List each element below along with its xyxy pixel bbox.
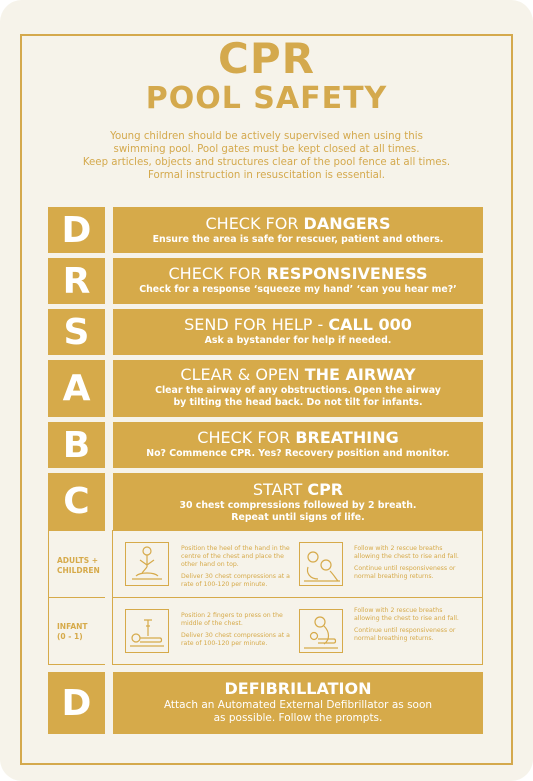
step-heading: [113, 679, 483, 699]
step-heading: [113, 365, 483, 385]
step-heading: [113, 480, 483, 500]
letter-d-defibrillation: D: [48, 672, 105, 734]
step-dangers: [113, 207, 483, 253]
step-detail: Repeat until signs of life.: [231, 512, 365, 523]
step-heading: [113, 315, 483, 335]
rescue-breath-icon: [299, 542, 343, 586]
adults-label-line: CHILDREN: [57, 566, 100, 575]
step-detail: Check for a response ‘squeeze my hand’ ‘can you hear me?’: [139, 284, 457, 295]
step-heading: [113, 428, 483, 448]
instruction-text: Deliver 30 chest compressions at a rate of 100-120 per minute.: [181, 573, 290, 588]
step-breathing: [113, 422, 483, 468]
instruction-text: Deliver 30 chest compressions at a rate of 100-120 per minute.: [181, 632, 290, 647]
intro-text: [40, 130, 493, 182]
step-detail: by tilting the head back. Do not tilt for infants.: [173, 397, 423, 408]
instruction-text: Follow with 2 rescue breaths allowing the chest to rise and fall.: [354, 545, 459, 560]
step-heading: [113, 264, 483, 284]
heading-bold: DANGERS: [303, 214, 391, 233]
panel-divider: [48, 597, 483, 598]
step-detail: 30 chest compressions followed by 2 breath.: [179, 500, 417, 511]
heading-plain: SEND FOR HELP -: [184, 315, 329, 334]
panel-column-divider: [105, 530, 113, 665]
adults-label-line: ADULTS +: [57, 556, 99, 565]
infant-label-line: INFANT: [57, 622, 88, 631]
heading-bold: BREATHING: [295, 428, 399, 447]
page-subtitle: POOL SAFETY: [145, 81, 388, 116]
infant-compressions-icon: [125, 609, 169, 653]
letter-s-send: S: [48, 309, 105, 355]
heading-bold: CALL 000: [328, 315, 412, 334]
letter-r-responsiveness: R: [48, 258, 105, 304]
step-start-cpr: [113, 473, 483, 530]
intro-line: Keep articles, objects and structures clear of the pool fence at all times.: [82, 157, 451, 168]
step-detail: Ensure the area is safe for rescuer, patient and others.: [152, 234, 444, 245]
heading-plain: CHECK FOR: [168, 264, 267, 283]
infant-breath-icon: [299, 609, 343, 653]
instruction-text: Continue until responsiveness or normal breathing returns.: [354, 627, 456, 642]
step-defibrillation: [113, 672, 483, 734]
heading-bold: THE AIRWAY: [304, 365, 416, 384]
heading-plain: START: [252, 480, 308, 499]
instruction-text: Position 2 fingers to press on the middle of the chest.: [181, 612, 283, 627]
infant-compression-text: [181, 612, 297, 652]
infant-label: [57, 622, 88, 642]
intro-line: Young children should be actively supervised when using this: [110, 131, 423, 142]
heading-bold: DEFIBRILLATION: [224, 679, 372, 698]
instruction-text: Continue until responsiveness or normal breathing returns.: [354, 565, 456, 580]
compressions-icon: [125, 542, 169, 586]
step-heading: [113, 214, 483, 234]
infant-label-line: (0 - 1): [57, 632, 83, 641]
letter-a-airway: A: [48, 360, 105, 417]
intro-line: Formal instruction in resuscitation is essential.: [148, 170, 385, 181]
adults-label: [57, 556, 100, 576]
heading-bold: RESPONSIVENESS: [266, 264, 428, 283]
step-detail: No? Commence CPR. Yes? Recovery position and monitor.: [146, 448, 450, 459]
infant-breath-text: [354, 607, 470, 647]
heading-plain: CHECK FOR: [197, 428, 296, 447]
instruction-text: Position the heel of the hand in the centre of the chest and place the other hand on top.: [181, 545, 290, 568]
letter-b-breathing: B: [48, 422, 105, 468]
heading-plain: CLEAR & OPEN: [180, 365, 305, 384]
step-responsiveness: [113, 258, 483, 304]
step-airway: [113, 360, 483, 417]
adult-compression-text: [181, 545, 297, 593]
intro-line: swimming pool. Pool gates must be kept closed at all times.: [113, 144, 420, 155]
adult-breath-text: [354, 545, 470, 585]
letter-c-cpr: C: [48, 473, 105, 530]
heading-plain: CHECK FOR: [205, 214, 304, 233]
step-detail: Attach an Automated External Defibrillator as soon: [163, 699, 433, 711]
page-title: CPR: [218, 34, 315, 83]
step-send-for-help: [113, 309, 483, 355]
instruction-text: Follow with 2 rescue breaths allowing the chest to rise and fall.: [354, 607, 459, 622]
step-detail: Clear the airway of any obstructions. Open the airway: [155, 385, 441, 396]
heading-bold: CPR: [307, 480, 344, 499]
letter-d-dangers: D: [48, 207, 105, 253]
step-detail: Ask a bystander for help if needed.: [204, 335, 392, 346]
step-detail: as possible. Follow the prompts.: [213, 712, 383, 724]
